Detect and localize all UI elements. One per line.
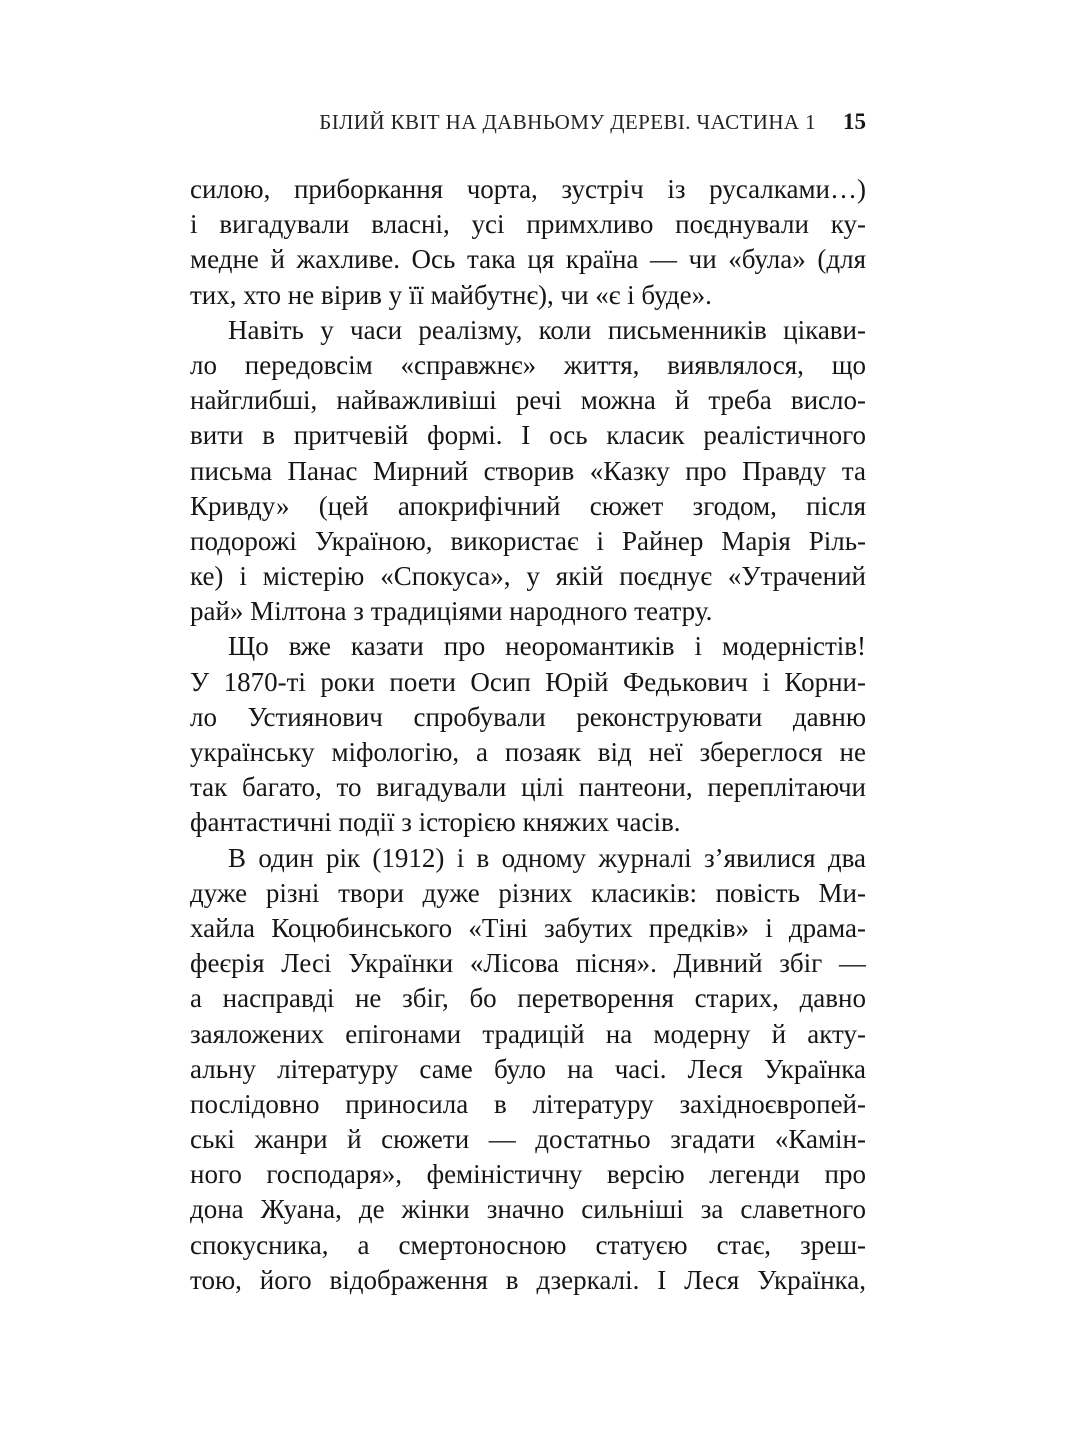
text-line: силою, приборкання чорта, зустріч із русалками…)	[190, 174, 866, 204]
text-line: спокусника, а смертоносною статуєю стає, зреш-	[190, 1229, 866, 1260]
paragraph	[190, 629, 866, 840]
text-line: заяложених епігонами традицій на модерну й акту-	[190, 1018, 866, 1049]
text-line: У 1870-ті роки поети Осип Юрій Федькович і Корни-	[190, 666, 866, 697]
text-line: ські жанри й сюжети — достатньо згадати «Камін-	[190, 1124, 866, 1155]
text-line: тих, хто не вірив у її майбутнє), чи «є і буде».	[190, 279, 712, 310]
paragraph	[190, 172, 866, 313]
text-line: письма Панас Мирний створив «Казку про Правду та	[190, 455, 866, 486]
text-line: рай» Мілтона з традиціями народного театру.	[190, 596, 713, 627]
text-line: дона Жуана, де жінки значно сильніші за славетного	[190, 1194, 866, 1225]
text-line: Кривду» (цей апокрифічний сюжет згодом, після	[190, 490, 866, 521]
text-line: хайла Коцюбинського «Тіні забутих предків» і драма-	[190, 912, 866, 943]
text-line: ло Устиянович спробували реконструювати давню	[190, 701, 866, 732]
text-line: подорожі Україною, використає і Райнер Марія Ріль-	[190, 525, 866, 556]
text-line: українську міфологію, а позаяк від неї збереглося не	[190, 737, 866, 767]
text-line: а насправді не збіг, бо перетворення старих, давно	[190, 983, 866, 1014]
text-line: вити в притчевій формі. І ось класик реалістичного	[190, 420, 866, 451]
text-line: і вигадували власні, усі примхливо поєднували ку-	[190, 209, 866, 240]
text-line: найглибші, найважливіші речі можна й треба висло-	[190, 385, 866, 416]
paragraph	[190, 313, 866, 630]
text-line: В один рік (1912) і в одному журналі з’явилися два	[228, 842, 866, 873]
text-line: ло передовсім «справжнє» життя, виявлялося, що	[190, 349, 866, 380]
text-line: феєрія Лесі Українки «Лісова пісня». Дивний збіг —	[190, 948, 866, 979]
page-number: 15	[843, 109, 866, 134]
page-body	[190, 172, 866, 1298]
running-title: БІЛИЙ КВІТ НА ДАВНЬОМУ ДЕРЕВІ. ЧАСТИНА 1	[319, 110, 816, 134]
text-line: Навіть у часи реалізму, коли письменників цікави-	[228, 314, 866, 345]
text-line: так багато, то вигадували цілі пантеони, переплітаючи	[190, 772, 866, 803]
text-line: ке) і містерію «Спокуса», у якій поєднує «Утрачений	[190, 561, 866, 592]
text-line: послідовно приносила в літературу західноєвропей-	[190, 1088, 866, 1119]
text-line: фантастичні події з історією княжих часів.	[190, 807, 681, 838]
text-line: медне й жахливе. Ось така ця країна — чи «була» (для	[190, 244, 866, 275]
paragraph	[190, 841, 866, 1298]
text-line: дуже різні твори дуже різних класиків: повість Ми-	[190, 877, 866, 908]
text-line: ного господаря», феміністичну версію легенди про	[190, 1159, 866, 1190]
text-line: тою, його відображення в дзеркалі. І Леся Українка,	[190, 1264, 866, 1295]
page-header	[190, 109, 866, 135]
text-line: Що вже казати про неоромантиків і модерністів!	[228, 631, 866, 662]
text-line: альну літературу саме було на часі. Леся Українка	[190, 1053, 866, 1084]
